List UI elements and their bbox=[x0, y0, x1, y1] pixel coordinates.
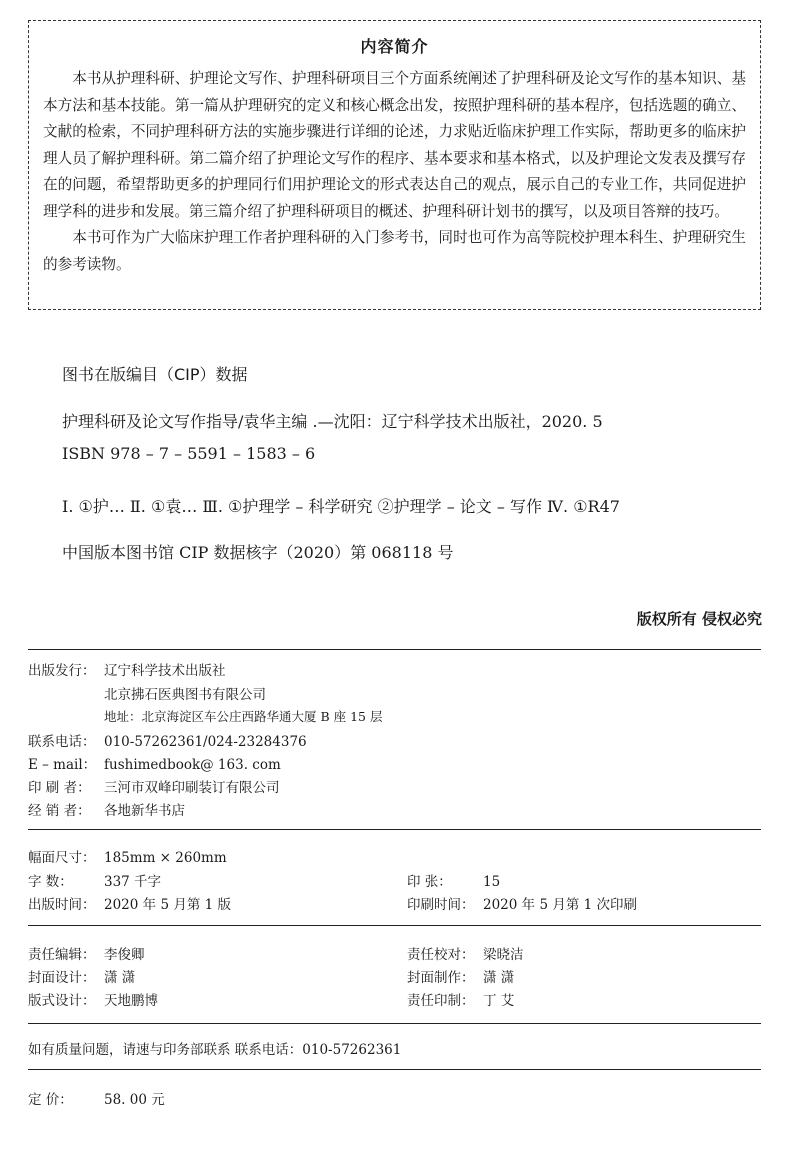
price-label: 定 价： bbox=[28, 1092, 73, 1108]
distributor-value: 各地新华书店 bbox=[104, 803, 185, 819]
cip-title-line: 护理科研及论文写作指导/袁华主编 .—沈阳：辽宁科学技术出版社，2020. 5 bbox=[62, 412, 603, 431]
distributor-label: 经 销 者： bbox=[28, 803, 91, 819]
proofreader-label: 责任校对： bbox=[407, 947, 475, 963]
summary-paragraph-1: 本书从护理科研、护理论文写作、护理科研项目三个方面系统阐述了护理科研及论文写作的基本知识、基本方法和基本技能。第一篇从护理研究的定义和核心概念出发，按照护理科研的基本程序，包括选题的确立、文献的检索，不同护理科研方法的实施步骤进行详细的论述，力求贴近临床护理工作实际，帮助更多的临床护理人员了解护理科研。第二篇介绍了护理论文写作的程序、基本要求和基本格式，以及护理论文发表及撰写存在的问题，希望帮助更多的护理同行们用护理论文的形式表达自己的观点，展示自己的专业工作，共同促进护理学科的进步和发展。第三篇介绍了护理科研项目的概述、护理科研计划书的撰写，以及项目答辩的技巧。 bbox=[43, 70, 746, 220]
printer-row bbox=[28, 776, 280, 796]
quality-contact: 如有质量问题，请速与印务部联系 联系电话：010-57262361 bbox=[28, 1042, 402, 1058]
cover-production-label: 封面制作： bbox=[407, 970, 475, 986]
phone-label: 联系电话： bbox=[28, 734, 96, 750]
cover-production-row bbox=[407, 966, 514, 986]
copublisher: 北京拂石医典图书有限公司 bbox=[104, 687, 266, 703]
sheets-row bbox=[407, 870, 500, 890]
proofreader-value: 梁晓洁 bbox=[483, 947, 524, 963]
publisher-address: 地址：北京海淀区车公庄西路华通大厦 B 座 15 层 bbox=[104, 709, 383, 724]
cip-heading: 图书在版编目（CIP）数据 bbox=[62, 365, 248, 384]
print-manager-label: 责任印制： bbox=[407, 993, 475, 1009]
size-label: 幅面尺寸： bbox=[28, 850, 96, 866]
summary-paragraph-2: 本书可作为广大临床护理工作者护理科研的入门参考书，同时也可作为高等院校护理本科生、护理研究生的参考读物。 bbox=[43, 229, 746, 273]
print-date-value: 2020 年 5 月第 1 次印刷 bbox=[483, 897, 637, 913]
print-date-label: 印刷时间： bbox=[407, 897, 475, 913]
cip-isbn-line: ISBN 978 – 7 – 5591 – 1583 – 6 bbox=[62, 444, 316, 463]
summary-box bbox=[28, 20, 761, 310]
pub-date-row bbox=[28, 893, 231, 913]
divider-line bbox=[28, 925, 761, 926]
pub-date-value: 2020 年 5 月第 1 版 bbox=[104, 897, 231, 913]
editor-value: 李俊卿 bbox=[104, 947, 145, 963]
words-label: 字 数： bbox=[28, 874, 73, 890]
email-value: fushimedbook@ 163. com bbox=[104, 757, 281, 773]
words-row bbox=[28, 870, 161, 890]
layout-design-row bbox=[28, 989, 158, 1009]
divider-line bbox=[28, 649, 761, 650]
cover-design-value: 潇 潇 bbox=[104, 970, 136, 986]
editor-row bbox=[28, 943, 145, 963]
price-value: 58. 00 元 bbox=[104, 1092, 165, 1108]
layout-design-label: 版式设计： bbox=[28, 993, 96, 1009]
cip-classification-line: Ⅰ. ①护… Ⅱ. ①袁… Ⅲ. ①护理学 – 科学研究 ②护理学 – 论文 – 写作 Ⅳ. ①R47 bbox=[62, 497, 620, 516]
layout-design-value: 天地鹏博 bbox=[104, 993, 158, 1009]
publisher-row bbox=[28, 659, 226, 679]
publisher-label: 出版发行： bbox=[28, 663, 96, 679]
cover-production-value: 潇 潇 bbox=[483, 970, 515, 986]
email-label: E – mail： bbox=[28, 757, 97, 773]
cip-number-line: 中国版本图书馆 CIP 数据核字（2020）第 068118 号 bbox=[62, 543, 454, 562]
phone-row bbox=[28, 730, 307, 750]
distributor-row bbox=[28, 799, 185, 819]
email-row bbox=[28, 753, 281, 773]
words-value: 337 千字 bbox=[104, 874, 162, 890]
printer-label: 印 刷 者： bbox=[28, 780, 91, 796]
divider-line bbox=[28, 829, 761, 830]
summary-title: 内容简介 bbox=[360, 37, 429, 56]
phone-value: 010-57262361/024-23284376 bbox=[104, 734, 307, 750]
sheets-value: 15 bbox=[483, 874, 501, 890]
size-row bbox=[28, 846, 227, 866]
proofreader-row bbox=[407, 943, 524, 963]
pub-date-label: 出版时间： bbox=[28, 897, 96, 913]
print-manager-value: 丁 艾 bbox=[483, 993, 515, 1009]
editor-label: 责任编辑： bbox=[28, 947, 96, 963]
sheets-label: 印 张： bbox=[407, 874, 452, 890]
cover-design-label: 封面设计： bbox=[28, 970, 96, 986]
copyright-notice: 版权所有 侵权必究 bbox=[636, 610, 762, 628]
print-date-row bbox=[407, 893, 637, 913]
divider-line bbox=[28, 1023, 761, 1024]
divider-line bbox=[28, 1069, 761, 1070]
cover-design-row bbox=[28, 966, 135, 986]
publisher-value: 辽宁科学技术出版社 bbox=[104, 663, 226, 679]
price-row bbox=[28, 1088, 165, 1108]
print-manager-row bbox=[407, 989, 514, 1009]
printer-value: 三河市双峰印刷装订有限公司 bbox=[104, 780, 280, 796]
size-value: 185mm × 260mm bbox=[104, 850, 227, 866]
